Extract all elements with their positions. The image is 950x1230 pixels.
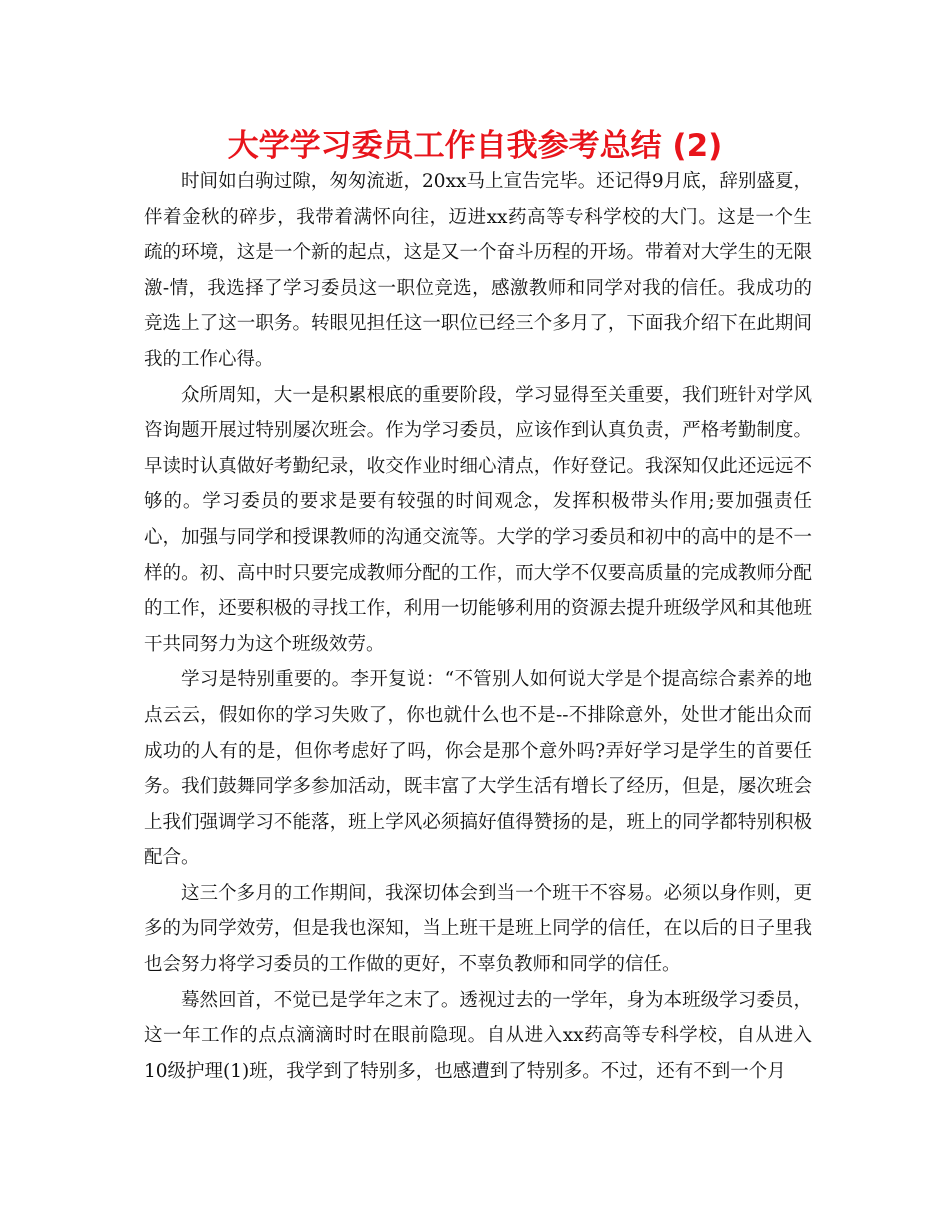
paragraph-4: 这三个多月的工作期间，我深切体会到当一个班干不容易。必须以身作则，更多的为同学效劳，但是我也深知，当上班干是班上同学的信任，在以后的日子里我也会努力将学习委员的工作做的更好，不辜负教师和同学的信任。 (144, 882, 812, 976)
paragraph-3: 学习是特别重要的。李开复说：“不管别人如何说大学是个提高综合素养的地点云云，假如你的学习失败了，你也就什么也不是--不排除意外，处世才能出众而成功的人有的是，但你考虑好了吗，你会是那个意外吗?弄好学习是学生的首要任务。我们鼓舞同学多参加活动，既丰富了大学生活有增长了经历，但是，屡次班会上我们强调学习不能落，班上学风必须搞好值得赞扬的是，班上的同学都特别积极配合。 (144, 669, 812, 869)
document-body (144, 164, 812, 1089)
paragraph-5: 蓦然回首，不觉已是学年之末了。透视过去的一学年，身为本班级学习委员，这一年工作的点点滴滴时时在眼前隐现。自从进入xx药高等专科学校，自从进入10级护理(1)班，我学到了特别多，也感遭到了特别多。不过，还有不到一个月 (144, 989, 812, 1082)
document-title: 大学学习委员工作自我参考总结 (2) (227, 128, 723, 164)
paragraph-1: 时间如白驹过隙，匆匆流逝，20xx马上宣告完毕。还记得9月底，辞别盛夏，伴着金秋的碎步，我带着满怀向往，迈进xx药高等专科学校的大门。这是一个生疏的环境，这是一个新的起点，这是又一个奋斗历程的开场。带着对大学生的无限激-情，我选择了学习委员这一职位竞选，感激教师和同学对我的信任。我成功的竞选上了这一职务。转眼见担任这一职位已经三个多月了，下面我介绍下在此期间我的工作心得。 (144, 171, 812, 370)
paragraph-2: 众所周知，大一是积累根底的重要阶段，学习显得至关重要，我们班针对学风咨询题开展过特别屡次班会。作为学习委员，应该作到认真负责，严格考勤制度。早读时认真做好考勤纪录，收交作业时细心清点，作好登记。我深知仅此还远远不够的。学习委员的要求是要有较强的时间观念，发挥积极带头作用;要加强责任心，加强与同学和授课教师的沟通交流等。大学的学习委员和初中的高中的是不一样的。初、高中时只要完成教师分配的工作，而大学不仅要高质量的完成教师分配的工作，还要积极的寻找工作，利用一切能够利用的资源去提升班级学风和其他班干共同努力为这个班级效劳。 (144, 384, 812, 655)
